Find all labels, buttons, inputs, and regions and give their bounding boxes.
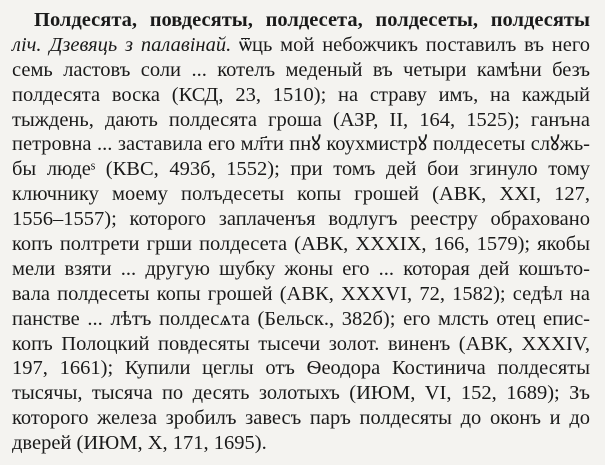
- entry-line-12: панстве ... лѣтъ полдесѧта (Бельск., 382б); его млсть отец епис-: [12, 307, 590, 330]
- entry-line-13: копъ Полоцкий повдесяты тысечи золот. виненъ (АВК, XXXIV,: [12, 332, 590, 355]
- entry-line-6: бы людеˢ (КВС, 493б, 1552); при томъ дей бои згинуло тому: [12, 158, 590, 181]
- entry-line-2: семь ластовъ соли ... котелъ меденый въ четыри камѣни безъ: [12, 58, 590, 81]
- entry-line-5: петровна ... заставила его мл҃ти пнꙋ коухмистрꙋ полдесеты слꙋжь-: [12, 133, 590, 156]
- entry-line-14: 197, 1661); Купили цеглы отъ Ѳеодора Костинича полдесяты: [12, 357, 590, 380]
- entry-line-4: тыждень, дають полдесята гроша (АЗР, II, 164, 1525); ганъна: [12, 108, 590, 131]
- entry-line-10: мели взяти ... другую шубку жоны его ... которая дей кошъто-: [12, 257, 590, 280]
- entry-line-1: [12, 33, 590, 58]
- entry-text-1: ѿць мой небожчикъ поставилъ въ него: [239, 33, 590, 56]
- entry-line-16: которого железа зробилъ завесъ паръ полдесяты до оконъ и до: [12, 407, 590, 430]
- entry-line-15: тысячы, тысяча по десять золотыхъ (ИЮМ, VI, 152, 1689); Зъ: [12, 382, 590, 405]
- entry-line-3: полдесята воска (КСД, 23, 1510); на страву имъ, на каждый: [12, 83, 590, 106]
- headword-line: [12, 8, 590, 33]
- entry-line-11: вала полдесеты копы грошей (АВК, XXXVI, 72, 1582); седѣл на: [12, 282, 590, 305]
- entry-line-9: копъ полтрети грши полдесета (АВК, XXXIX, 166, 1579); якобы: [12, 233, 590, 256]
- gloss: ліч. Дзевяць з палавінай.: [12, 33, 232, 56]
- entry-line-7: ключнику моему полъдесеты копы грошей (АВК, XXI, 127,: [12, 183, 590, 206]
- entry-line-17: дверей (ИЮМ, X, 171, 1695).: [12, 432, 267, 455]
- dictionary-entry: [12, 8, 590, 456]
- headword: Полдесята, повдесяты, полдесета, полдесеты, полдесяты: [34, 9, 590, 31]
- entry-line-8: 1556–1557); которого заплаченъя водлугъ реестру обраховано: [12, 208, 590, 231]
